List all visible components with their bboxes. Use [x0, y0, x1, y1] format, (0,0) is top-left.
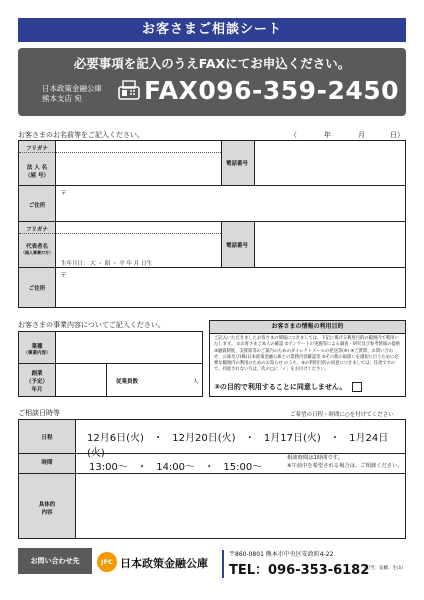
footer-tel-note: （担当：安藤、生山）: [361, 566, 406, 571]
birthdate-field[interactable]: 生年月日： 大 ・ 昭 ・ 平 年 月 日生: [61, 261, 152, 267]
address-input-2[interactable]: [56, 268, 405, 307]
date-option-3[interactable]: 1月17日(火): [263, 433, 321, 444]
purpose-body: ご記入いただきましたお客さまの情報につきましては、下記に掲げる利用目的の範囲内で利用いたします。 ①お客さまご本人の確認 ②アンケートの実施等による調査・研究及び参考情報の提供 ③融資制度、支援策等のご案内のためのダイレクトメールの発送等(※) ④ご質問、お問い合わせ、公庫及び(株)日本政策金融公庫との業務内容確認等 ⑤その他の取扱いを適切に行うために必要な範囲内の利用のためのお知らせ のうち、③の利用目的の同意につきましては、任意ですので、同意されない方は、次の□に「✓」をお付けください。: [214, 336, 401, 373]
address-label-2: ご住所: [28, 286, 46, 292]
content-label-1: 具体的: [38, 502, 56, 508]
date-day: 日）: [390, 131, 404, 139]
furigana-label-2: フリガナ: [26, 227, 48, 233]
footer-address: 〒860-0801 熊本市中央区安政町4-22: [229, 551, 334, 558]
founded-text: 創業: [31, 371, 43, 377]
founded-input[interactable]: [56, 364, 106, 396]
optout-checkbox[interactable]: [352, 382, 362, 392]
time-option-3[interactable]: 15:00〜: [223, 462, 263, 473]
customer-info-form: [18, 140, 406, 308]
org-name: 日本政策金融公庫: [120, 557, 208, 570]
optout-line: [210, 382, 405, 392]
date-option-1[interactable]: 12月6日(火): [87, 433, 144, 444]
employees-input[interactable]: [147, 364, 195, 396]
time-sep-2: ・: [204, 462, 215, 473]
jfc-logo-icon: JFC: [97, 552, 117, 572]
time-option-2[interactable]: 14:00〜: [156, 462, 196, 473]
furigana-label-1: フリガナ: [26, 146, 48, 152]
employees-label: 従業員数: [115, 379, 138, 385]
schedule-form: [18, 419, 406, 539]
optout-text: ③の目的で利用することに同意しません。: [214, 383, 347, 391]
section1-heading: お客さまのお名前等をご記入ください。: [18, 131, 144, 139]
date-sep-2: ・: [244, 433, 255, 444]
postal-mark-2: 〒: [61, 273, 67, 279]
footer-divider: [222, 550, 224, 578]
page-title: お客さまご相談シート: [18, 18, 406, 42]
content-input[interactable]: [76, 474, 405, 538]
corp-name-text: 法 人 名: [26, 165, 48, 171]
business-sub: （事業内容）: [23, 351, 51, 356]
fax-recipient: [42, 84, 102, 104]
phone-label-2: 電話番号: [225, 243, 248, 249]
corp-name-label: [19, 163, 55, 179]
time-note-1: 相談時間は1時間です。: [287, 455, 343, 461]
business-label: [19, 342, 55, 356]
footer-tel: TEL：096-353-6182: [229, 563, 370, 578]
business-info-form: [18, 331, 203, 397]
corp-name-sub: （屋 号）: [25, 173, 49, 179]
address-label-1: ご住所: [28, 203, 46, 209]
fax-org-line1: 日本政策金融公庫: [42, 84, 102, 93]
fax-number: FAX096-359-2450: [144, 76, 400, 105]
time-notes: [287, 454, 403, 470]
date-open: （: [290, 131, 297, 139]
fax-lead-text: 必要事項を記入のうえFAXにてお申込ください。: [73, 56, 351, 71]
rep-name-sub: （個人事業の方）: [21, 250, 53, 255]
date-sep-1: ・: [153, 433, 164, 444]
date-year: 年: [324, 131, 331, 139]
date-line: [290, 130, 406, 140]
address-input-1[interactable]: [56, 186, 405, 221]
time-option-1[interactable]: 13:00〜: [89, 462, 128, 473]
time-label: 時間: [41, 460, 53, 466]
fax-org-line2: 熊本支店 宛: [42, 94, 82, 103]
phone-label-1: 電話番号: [225, 161, 248, 167]
date-sep-3: ・: [329, 433, 340, 444]
fax-machine-icon: [118, 79, 140, 101]
purpose-box: [209, 320, 406, 397]
phone-input-2[interactable]: [254, 222, 405, 267]
business-input[interactable]: [56, 332, 202, 363]
date-option-4[interactable]: 1月24日(火): [87, 433, 389, 459]
time-sep-1: ・: [137, 462, 148, 473]
section3-note: ご希望の日程・時間に○を付けてください: [290, 412, 394, 418]
business-text: 業種: [31, 344, 43, 350]
founded-sub2: 年月: [31, 387, 43, 393]
rep-name-text: 代表者名: [25, 244, 48, 250]
contact-label: お問い合わせ先: [18, 548, 92, 574]
date-month: 月: [358, 131, 365, 139]
phone-input-1[interactable]: [254, 141, 405, 185]
corp-name-input[interactable]: [56, 153, 221, 185]
content-label: [19, 500, 75, 516]
rep-name-label: [19, 242, 55, 256]
section3-heading: ご相談日時等: [18, 409, 60, 417]
founded-label: [19, 369, 55, 393]
date-label: 日程: [41, 435, 53, 441]
employees-unit: 人: [193, 379, 199, 385]
postal-mark-1: 〒: [61, 191, 67, 197]
founded-sub: （予定）: [25, 379, 48, 385]
date-option-2[interactable]: 12月20日(火): [172, 433, 236, 444]
time-note-2: ※午前中を希望される場合は、ご相談ください。: [287, 463, 403, 469]
section2-heading: お客さまの事業内容についてご記入ください。: [18, 321, 165, 329]
fax-instructions: [18, 48, 406, 116]
purpose-heading: お客さまの情報の利用目的: [210, 321, 405, 334]
time-options: [89, 458, 262, 473]
rep-name-input[interactable]: [56, 234, 221, 258]
content-label-2: 内容: [41, 510, 53, 516]
